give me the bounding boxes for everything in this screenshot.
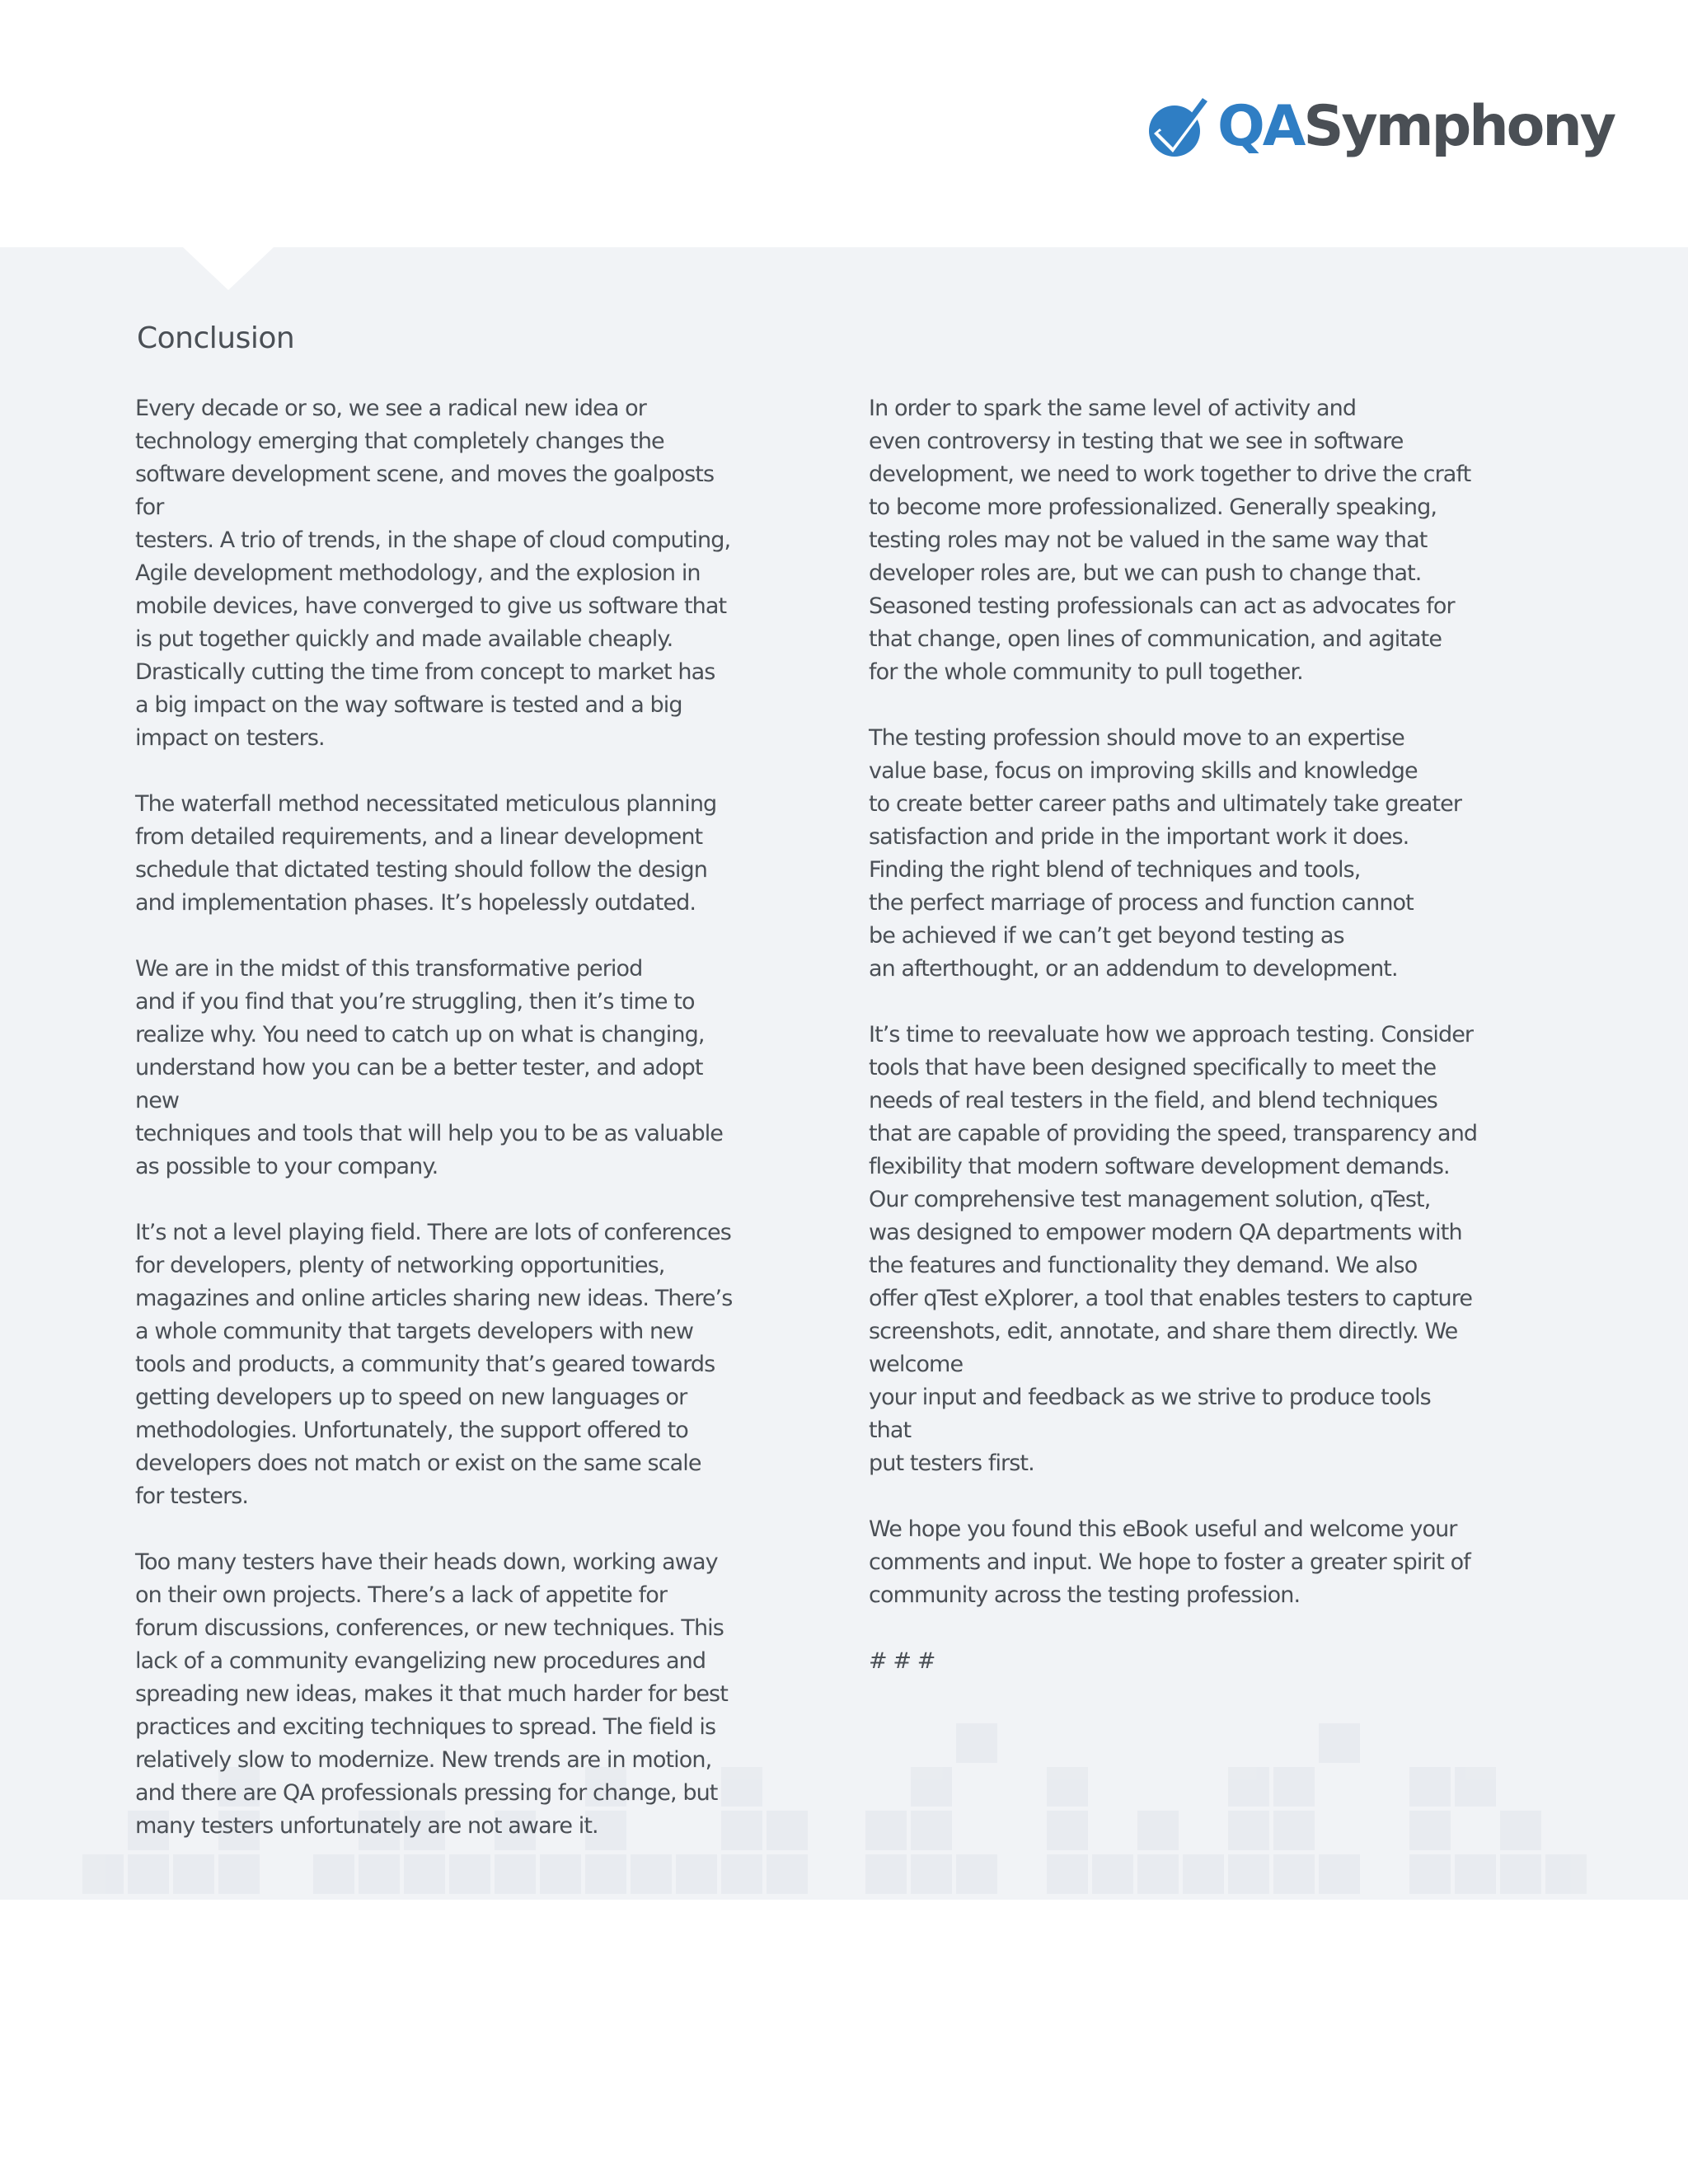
paragraph: The testing profession should move to an expertise value base, focus on improving skills and knowledge to create better career paths and ultimately take greater satisfaction and pride in the important work it does. Finding the right blend of techniques and tools, the perfect marriage of process and function cannot be achieved if we can’t get beyond testing as an afterthought, or an addendum to development. xyxy=(869,725,1462,982)
paragraph: Every decade or so, we see a radical new idea or technology emerging that completely changes the software development scene, and moves the goalposts for testers. A trio of trends, in the shape of cloud computing, Agile development methodology, and the explosion in mobile devices, have converged to give us software that is put together quickly and made available cheaply. Drastically cutting the time from concept to market has a big impact on the way software is tested and a big impact on testers. xyxy=(135,396,731,751)
end-marker: # # # xyxy=(869,1648,935,1674)
right-column xyxy=(869,392,1479,1711)
paragraph: We are in the midst of this transformative period and if you find that you’re struggling, then it’s time to realize why. You need to catch up on what is changing, understand how you can be a better tester, and adopt new techniques and tools that will help you to be as valuable as possible to your company. xyxy=(135,956,724,1179)
left-column xyxy=(135,392,745,1876)
page-title: Conclusion xyxy=(137,321,295,355)
paragraph: The waterfall method necessitated meticulous planning from detailed requirements, and a linear development schedule that dictated testing should follow the design and implementation phases. It’s hopelessly outdated. xyxy=(135,791,717,916)
paragraph: It’s not a level playing field. There are lots of conferences for developers, plenty of networking opportunities, magazines and online articles sharing new ideas. There’s a whole community that targets developers with new tools and products, a community that’s geared towards getting developers up to speed on new languages or methodologies. Unfortunately, the support offered to developers does not match or exist on the same scale for testers. xyxy=(135,1220,733,1509)
paragraph: Too many testers have their heads down, working away on their own projects. There’s a lack of appetite for forum discussions, conferences, or new techniques. This lack of a community evangelizing new procedures and spreading new ideas, makes it that much harder for best practices and exciting techniques to spread. The field is relatively slow to modernize. New trends are in motion, and there are QA professionals pressing for change, but many testers unfortunately are not aware it. xyxy=(135,1549,728,1839)
paragraph: In order to spark the same level of activity and even controversy in testing that we see in software development, we need to work together to drive the craft to become more professionalized. Generally speaking, testing roles may not be valued in the same way that developer roles are, but we can push to change that. Seasoned testing professionals can act as advocates for that change, open lines of communication, and agitate for the whole community to pull together. xyxy=(869,396,1471,685)
qasymphony-logo xyxy=(1142,89,1614,165)
panel-notch xyxy=(183,247,274,290)
brand-name xyxy=(1217,94,1615,159)
brand-name-prefix: QA xyxy=(1217,94,1304,159)
brand-name-suffix: Symphony xyxy=(1303,94,1615,159)
paragraph: It’s time to reevaluate how we approach testing. Consider tools that have been designed specifically to meet the needs of real testers in the field, and blend techniques that are capable of providing the speed, transparency and flexibility that modern software development demands. Our comprehensive test management solution, qTest, was designed to empower modern QA departments with the features and functionality they demand. We also offer qTest eXplorer, a tool that enables testers to capture screenshots, edit, annotate, and share them directly. We welcome your input and feedback as we strive to produce tools that put testers first. xyxy=(869,1022,1478,1476)
paragraph: We hope you found this eBook useful and welcome your comments and input. We hope to foster a greater spirit of community across the testing profession. xyxy=(869,1516,1470,1608)
checkmark-badge-icon xyxy=(1142,90,1216,164)
